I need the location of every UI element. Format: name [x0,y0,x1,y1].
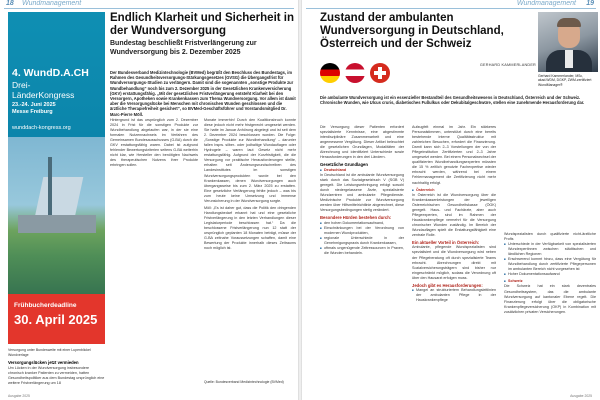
austria-flag-icon [345,63,365,83]
ad-subtitle-line1: Drei- [12,80,31,90]
paragraph: Ambulante, pflegende Wundspezialisten sind spezialisiert und die Wundversorgung wird neben der Pflegeberatung oft durch spezialisierte Teams erbracht. Abrechnungen direkt mit Sozialversicherungsträgern sind bisher nur eingeschränkt möglich, sodass die Verordnung oft über den Hausarzt erfolgen muss. [412,245,496,280]
article-lead: Die ambulante Wundversorgung ist ein essenzieller Bestandteil des Gesundheitswesens in Deutschland, Österreich und der Schweiz. Chronische Wunden, wie Ulcus cruris, diabetisches Fußulkus oder Dekubitalgeschwüre, stellen eine zunehmende Herausforderung dar. [320,95,585,106]
left-page [0,0,298,400]
ad-subtitle-line2: LänderKongress [12,90,75,100]
freiburg-photo [8,137,105,307]
subheading-huerden: Besondere Hürden bestehen durch: [320,215,392,221]
bullet-item: ■ Einschränkungen bei der Verordnung von modernen Wundprodukten, [320,226,404,236]
section-title: Wundmanagement [22,0,82,7]
subheading-grundlagen: Gesetzliche Grundlagen [320,162,368,168]
photo-caption: Versorgung unter Bundesweite mit einer Lupenblickel Wundverlage [8,348,91,358]
right-column-3 [504,232,596,315]
section-title: Wundmanagement [516,0,576,7]
paragraph: In Österreich ist die Wundversorgung über die Krankenkassenleistungen der jeweiligen Österreichischen Gesundheitskasse (ÖGK) geregelt. Haus- und Fachärzte, aber auch Pflegeexperten, sind im Rahmen der Hauskrankenpflege vermehrt für die Versorgung chronischer Wunden zuständig. Im Bereich der Wundauflagen spielt die Erstattungsfähigkeit eine zentrale Rolle. [412,192,496,237]
subheading-versorgungsluecken: Versorgungslücken jetzt vermieden [8,360,79,366]
portrait-shirt [565,50,573,68]
left-side-column [8,348,105,386]
subheading-vorteil: Ein aktueller Vorteil in Österreich: [412,240,480,246]
author-portrait [538,12,598,72]
left-column-2 [204,118,296,251]
bullet-item: ■ oftmals ungenügende Zeitressourcen in Praxen, die Wunden behandeln. [320,246,404,256]
roof-shape [18,215,96,233]
paragraph: Wundspezialisten durch qualifizierte nicht-ärztliche Profis [504,232,596,242]
ad-venue: Messe Freiburg [12,109,53,115]
congress-advertisement[interactable] [8,12,105,344]
page-footer: Ausgabe 2025 [570,394,592,398]
early-bird-label: Frühbucherdeadline [14,302,77,309]
switzerland-flag-icon [370,63,390,83]
paragraph: Hintergrund ist das ursprünglich zum 2. Dezember 2024 in Frist für die sonstigen Produkte zur Wundbehandlung abgelaufen war, in der sie eine formalen Nutzennachweis im Verfahren des Gemeinsamen Bundesausschusses (G-BA) durch die GKV erstattungsfähig waren. Dabei ist aufgrund fehlender Bewertungskriterien seitens G-BA weiterhin nicht klar, wie Hersteller den benötigten Nachweis des therapeutischen Nutzens ihrer Produkte erbringen sollen. [110,118,198,168]
portrait-hair [557,18,581,27]
paragraph: In Deutschland ist die ambulante Wundversorgung stark durch das Sozialgesetzbuch V (SGB V) geregelt. Die Leistungserbringung erfolgt sowohl durch niedergelassene Ärzte, spezialisierte Wundzentren und ambulante Pflegedienste. Medizinische Produkte zur Wundversorgung werden über Hilfsmittelrichtlinie abgerechnet, diese Versorgungsbedingungen stetig verändert. [320,172,404,213]
paragraph: Aufzugfelt einmal im Jahr. Ein stärkeres Personalstimmen, unterstützt durch eine bereits bestehende interne Qualitätsstruktur mit zahlreichen Besuchen, erfordert die Finanzierung. Damit kann sich 2–3 Vorstellungen der von der Pflegeinstitution Zertifizierten und 2–3 Jahre umgesetzt werden. Bei einem Personalwechsel der qualifizierten Wundbehandlungsexperten müssten die 15 % zeitlich genutzte Fachexpertise wieder erbracht werden, während bei einem Fehlermanagement die Zertifizierung nicht mehr nachhaltig erfolgt. [412,125,496,185]
paragraph: Möll: „Es ist daher gut, dass die Politik den dringenden Handlungsbedarf erkannt hat und eine gesetzliche Fristverlängerung in den letzten Verhandlungen dieser Legislaturperiode beschlossen hat.“ Da die beschlossene Fristverlängerung nun 12 statt der ursprünglich geplanten 18 Monaten beträgt, müsse der G-BA zeitnahe Voraussetzungen schaffen, damit eine Bewertung der Produkte innerhalb dieses Zeitraums noch möglich ist. [204,205,296,251]
paragraph: Um Lücken in der Wundversorgung insbesondere chronisch kranker Patienten zu vermeiden, hatten Gesundheitspolitiker aus dem Bundestag ursprünglich eine weitere Fristverlängerung um 18 [8,365,105,385]
article-lead: Der Bundesverband Medizintechnologie (BVMed) begrüßt den Beschluss des Bundestags, im Rahmen des Gesundheitsversorgungs-Stärkungsgesetzes (GVSG) die Übergangsfrist für Wundversorgungs-Studien zu verlängern. Damit sind die sogenannten „sonstige Produkte zur Wundbehandlung“ noch bis zum 2. Dezember 2025 in der Gesetzlichen Krankenversicherung (GKV) erstattungsfähig. „Mit der gesetzlichen Fristverlängerung entsteht Klarheit bei den Versorgern, Apotheken sowie Krankenkassen zum Thema Wundversorgung. Vor allem ist damit aber die Versorgungslücke bei Menschen mit chronischen Wunden geschlossen und die ärztliche Therapiefreiheit gesichert“, so BVMed-Geschäftsführer und Vorstandsmitglied Dr. Marc-Pierre Möll. [110,70,296,117]
deadline-banner [8,294,105,344]
bullet-item: ■ regionale Unterschiede in der Genehmigungspraxis durch Krankenkassen, [320,236,404,246]
ad-dates [12,102,56,116]
germany-flag-icon [320,63,340,83]
author-name: GERHARD KAMMERLANDER [479,63,536,67]
ad-logo: 4. WundD.A.CH [12,67,89,79]
article-subtitle: Bundestag beschließt Fristverlängerung zur Wundversorgung bis 2. Dezember 2025 [110,40,257,56]
right-running-header [302,0,600,9]
paragraph: Die Versorgung dieser Patienten erfordert spezialisierte Kenntnisse, eine abgestimmte interdisziplinäre Zusammenarbeit und eine angemessene Vergütung. Dieser Artikel beleuchtet die gesetzlichen Grundlagen, Modalitäten der Abrechnung und identifiziert Unterschiede sowie Herausforderungen in den drei Ländern. [320,125,404,160]
page-footer: Ausgabe 2025 [8,394,30,398]
header-rule [4,8,294,9]
ad-url-link[interactable]: wunddach-kongress.org [12,125,71,131]
deadline-date: 30. April 2025 [14,312,98,327]
country-subheading-ch: ■ Schweiz [504,279,596,284]
bullet-item: ■ Hoher Dokumentationsaufwand [504,272,596,277]
author-bio: Gerhard Kammerlander, MSc, akad.WDM, DGKP, ZWM-zertifiziert WundManager® [538,74,592,87]
header-rule [306,8,596,9]
left-running-header [0,0,298,9]
paragraph: Monate immerhin! Durch den Koalitionsbruch konnte diese jedoch nicht mehr fristgerecht umgesetzt werden. Sie hatte im Januar Anhörung abgelegt und ist seit dem 2. Dezember 2024 beschlossen worden. Die Folge: „Sonstige Produkte zur Wundbehandlung“ – darunter fallen bspw. silber- oder jodhaltige Wundauflagen oder Hydrogele – waren laut Gesetz nicht mehr erstattungsfähig. Aufgrund der Kurzfristigkeit, die die Versorgung vor praktische Herausforderungen stellte, erhalten seit Änderungsrundschreiben des Landesinstitutes im sonstigen Wundversorgungsprodukten wurde bei den Krankenkassen, denen Wundversorgungen auch übergangsweise bis zum 2. März 2025 zu erstatten. Eine gesetzliche Verlängerung fehlte jedoch – was bis zum heute keine Umsetzung und immense Verunsicherung in der Wundversorgung sorgte. [204,118,296,203]
article-title: Zustand der ambulanten Wundversorgung in Deutschland, Österreich und der Schweiz [320,12,504,50]
bullet-item: ■ Unterschiede in der Verfügbarkeit von spezialisierten Wundexpertinnen zwischen städtischen und ländlichen Regionen [504,242,596,257]
page-number: 19 [586,0,594,7]
right-column-1 [320,125,404,256]
paragraph: Die Schweiz hat ein stark dezentrales Gesundheitssystem, das die ambulante Wundversorgung auf kantonaler Ebene regelt. Die Finanzierung erfolgt über die obligatorische Krankenpflegeversicherung (OKP) in Kombination mit zusätzlichen privaten Versicherungen. [504,284,596,314]
bullet-item: ■ den hohen Dokumentationsaufwand, [320,221,404,226]
left-column-1 [110,118,198,168]
tower-shape [48,157,52,217]
country-subheading-de: ■ Deutschland [320,168,404,173]
subheading-herausforderungen: Jedoch gibt es Herausforderungen: [412,282,483,288]
source-note: Quelle: Bundesverband Medizintechnologie (BVMed) [204,380,284,384]
ad-subtitle [12,80,74,100]
country-subheading-at: ■ Österreich [412,188,496,193]
right-page [302,0,600,400]
article-title: Endlich Klarheit und Sicherheit in der Wundversorgung [110,12,295,37]
page-number: 18 [6,0,14,7]
right-column-2 [412,125,496,303]
bullet-item: ■ Mangel an strukturiertem Behandlungsleitlinien der ambulanten Pflege in der Hauskrankenpflege [412,288,496,303]
ad-date-range: 23.-24. Juni 2025 [12,102,56,108]
bullet-item: ■ Erschwerend kommt hinzu, dass eine Vergütung für Wundbehandlung durch zertifizierte Pflegepersonen im ambulanten Bereich nicht vorgesehen ist [504,257,596,272]
